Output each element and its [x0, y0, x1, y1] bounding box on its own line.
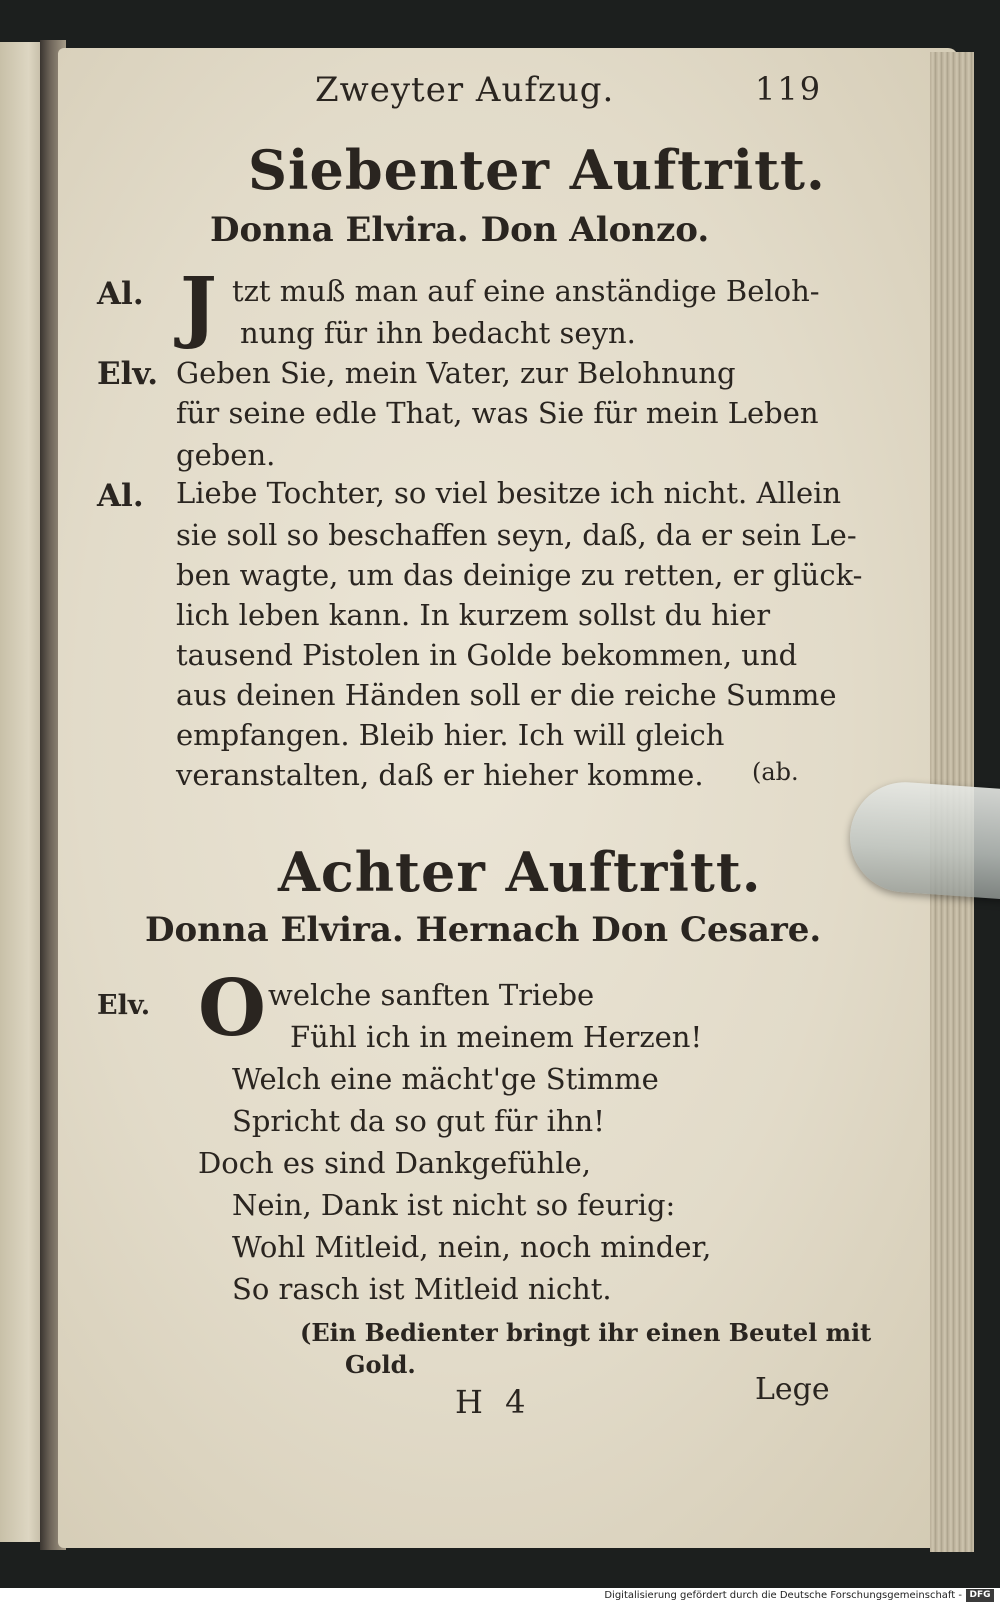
verse-line: welche sanften Triebe	[268, 978, 595, 1012]
verse-line: So rasch ist Mitleid nicht.	[232, 1272, 612, 1306]
page-number: 119	[755, 70, 823, 108]
speech-line: für seine edle That, was Sie für mein Leben	[176, 396, 819, 430]
speech-line: empfangen. Bleib hier. Ich will gleich	[176, 718, 725, 752]
speech-line: aus deinen Händen soll er die reiche Summe	[176, 678, 837, 712]
speech-line: veranstalten, daß er hieher komme.	[176, 758, 704, 792]
stage-direction: (Ein Bedienter bringt ihr einen Beutel mit	[300, 1318, 872, 1347]
speech-line: ben wagte, um das deinige zu retten, er glück-	[176, 558, 863, 592]
speech-line: Geben Sie, mein Vater, zur Belohnung	[176, 356, 736, 390]
exit-direction: (ab.	[752, 758, 799, 786]
scene7-cast: Donna Elvira. Don Alonzo.	[210, 210, 710, 250]
verse-line: Nein, Dank ist nicht so feurig:	[232, 1188, 676, 1222]
speech-line: geben.	[176, 438, 276, 472]
dfg-logo: DFG	[966, 1589, 994, 1602]
speech-line: sie soll so beschaffen seyn, daß, da er sein Le-	[176, 518, 857, 552]
verse-line: Doch es sind Dankgefühle,	[198, 1146, 591, 1180]
scene7-title: Siebenter Auftritt.	[248, 138, 826, 202]
speaker-label: Al.	[97, 276, 144, 312]
stage-direction: Gold.	[345, 1350, 416, 1379]
speech-line: lich leben kann. In kurzem sollst du hier	[176, 598, 771, 632]
speech-line: tausend Pistolen in Golde bekommen, und	[176, 638, 798, 672]
speech-line: Liebe Tochter, so viel besitze ich nicht. Allein	[176, 476, 842, 510]
scene8-title: Achter Auftritt.	[278, 840, 762, 904]
drop-cap: J	[180, 261, 217, 352]
speaker-label: Al.	[97, 478, 144, 514]
drop-cap: O	[198, 963, 266, 1054]
speech-line: tzt muß man auf eine anständige Beloh-	[232, 274, 820, 308]
verse-line: Welch eine mächt'ge Stimme	[232, 1062, 659, 1096]
speaker-label: Elv.	[97, 990, 151, 1021]
verse-line: Fühl ich in meinem Herzen!	[290, 1020, 703, 1054]
speech-line: nung für ihn bedacht seyn.	[240, 316, 636, 350]
verse-line: Wohl Mitleid, nein, noch minder,	[232, 1230, 712, 1264]
signature-mark: H 4	[455, 1383, 532, 1421]
scene8-cast: Donna Elvira. Hernach Don Cesare.	[145, 910, 822, 950]
running-head: Zweyter Aufzug.	[315, 70, 615, 110]
speaker-label: Elv.	[97, 356, 159, 392]
verse-line: Spricht da so gut für ihn!	[232, 1104, 605, 1138]
funding-credit: Digitalisierung gefördert durch die Deutsche Forschungsgemeinschaft -	[604, 1590, 962, 1601]
catchword: Lege	[755, 1372, 830, 1407]
